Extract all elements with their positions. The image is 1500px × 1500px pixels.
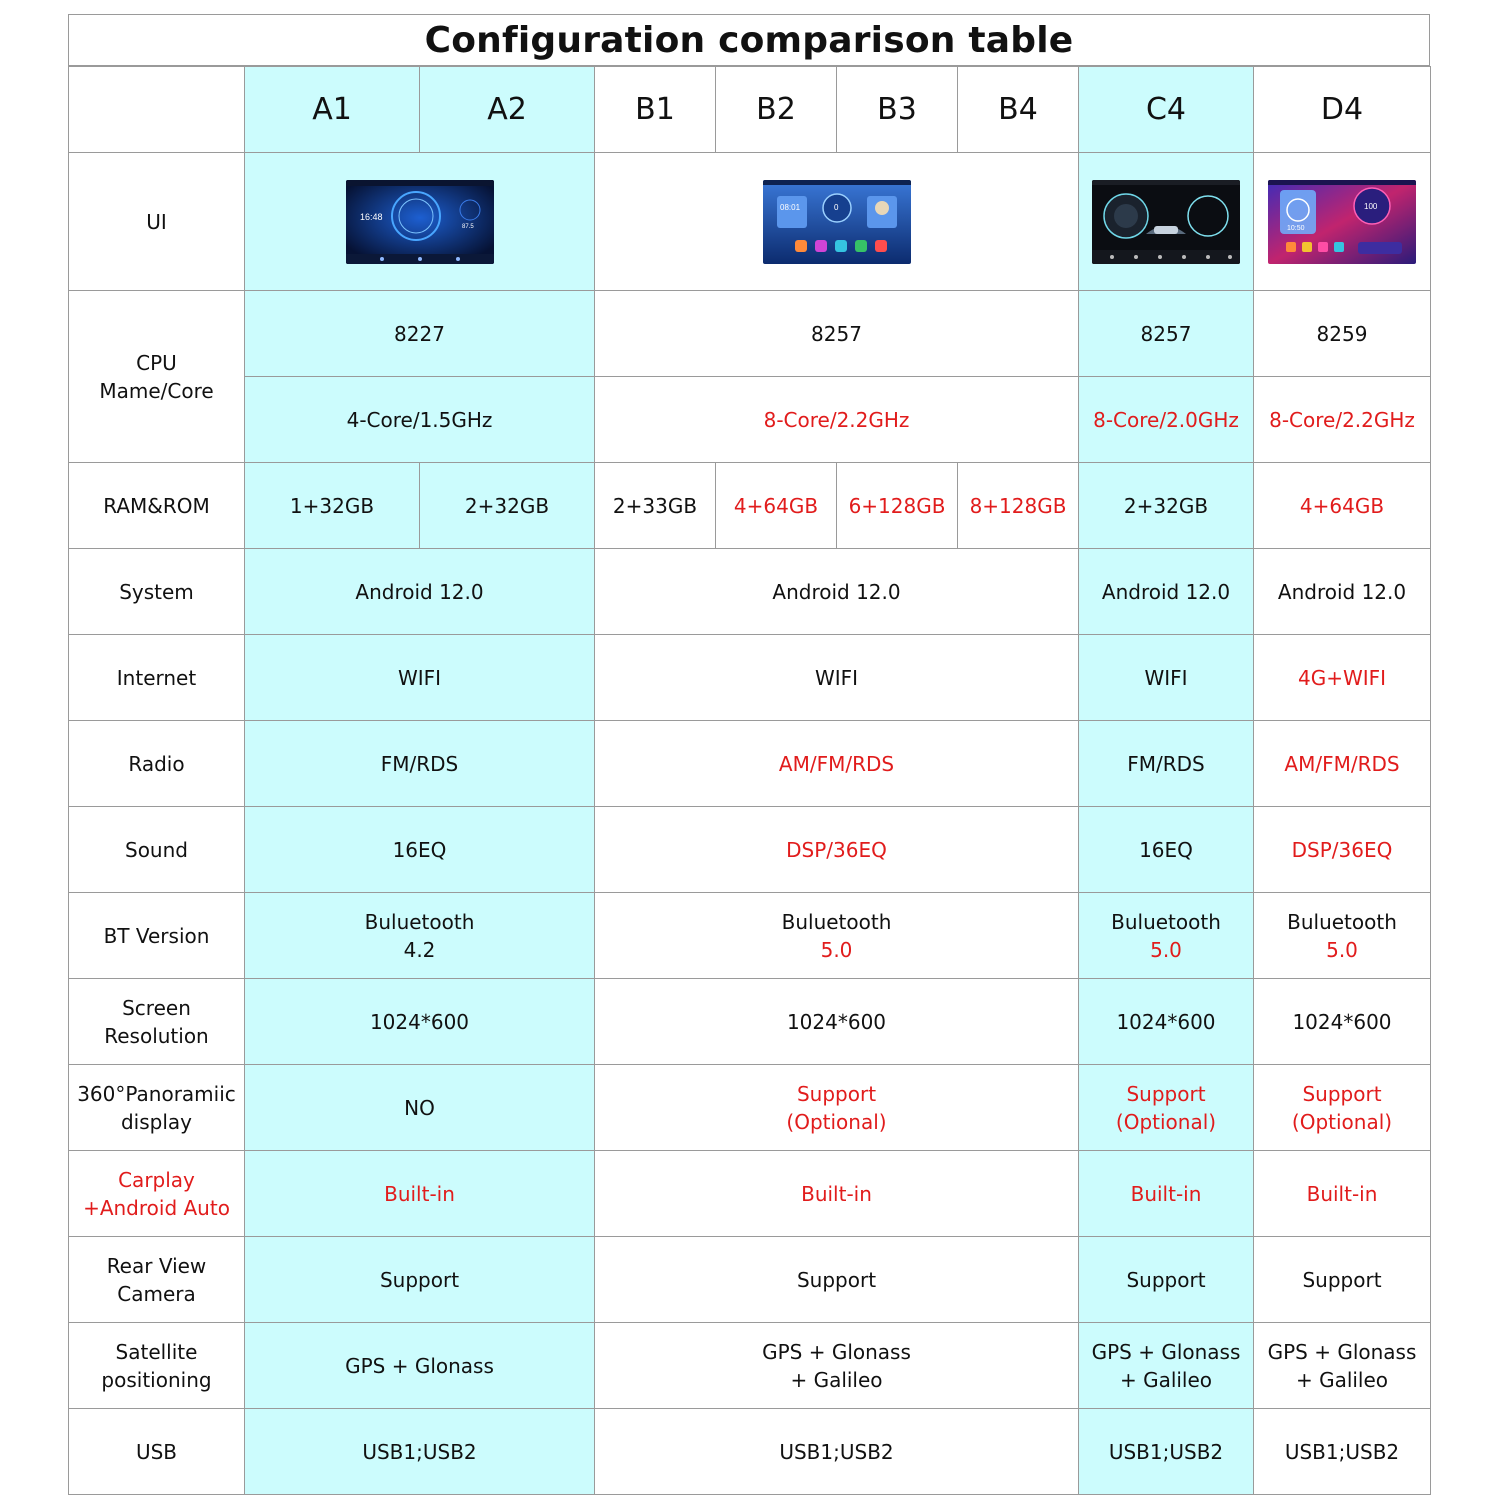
bt-a xyxy=(245,893,595,979)
internet-row xyxy=(69,635,1431,721)
ram-b4: 8+128GB xyxy=(958,463,1079,549)
ui-preview-b-image xyxy=(763,180,911,264)
row-label-panoramic xyxy=(69,1065,245,1151)
row-label-bt: BT Version xyxy=(69,893,245,979)
satellite-d xyxy=(1254,1323,1431,1409)
cpu-name-d: 8259 xyxy=(1254,291,1431,377)
row-label-ui: UI xyxy=(69,153,245,291)
bt-c-prefix: Buluetooth xyxy=(1111,909,1221,934)
panoramic-d-support: Support xyxy=(1302,1081,1382,1106)
ram-b1: 2+33GB xyxy=(595,463,716,549)
ui-screenshot-a xyxy=(245,153,595,291)
model-header-b1: B1 xyxy=(595,67,716,153)
comparison-table xyxy=(68,66,1431,1495)
ui-d-time: 10:50 xyxy=(1287,224,1305,232)
ui-preview-d-image xyxy=(1268,180,1416,264)
row-label-carplay-line2: +Android Auto xyxy=(83,1195,230,1220)
satellite-c-line1: GPS + Glonass xyxy=(1091,1339,1241,1364)
bt-row xyxy=(69,893,1431,979)
ram-c4: 2+32GB xyxy=(1079,463,1254,549)
row-label-cpu xyxy=(69,291,245,463)
satellite-b-line2: + Galileo xyxy=(790,1367,883,1392)
row-label-camera-line1: Rear View xyxy=(106,1253,207,1278)
cpu-name-b: 8257 xyxy=(595,291,1079,377)
system-d: Android 12.0 xyxy=(1254,549,1431,635)
bt-a-version: 4.2 xyxy=(403,937,436,962)
row-label-carplay-line1: Carplay xyxy=(118,1167,195,1192)
bt-d xyxy=(1254,893,1431,979)
panoramic-d xyxy=(1254,1065,1431,1151)
row-label-satellite-line1: Satellite xyxy=(115,1339,198,1364)
radio-c: FM/RDS xyxy=(1079,721,1254,807)
header-row xyxy=(69,67,1431,153)
usb-row xyxy=(69,1409,1431,1495)
model-header-b3: B3 xyxy=(837,67,958,153)
radio-row xyxy=(69,721,1431,807)
cpu-name-row xyxy=(69,291,1431,377)
panoramic-c-optional: (Optional) xyxy=(1115,1109,1217,1134)
carplay-b: Built-in xyxy=(595,1151,1079,1237)
ui-b-time: 08:01 xyxy=(779,202,800,212)
ui-a-radio: 87.5 xyxy=(461,223,474,230)
row-label-screen xyxy=(69,979,245,1065)
row-label-camera xyxy=(69,1237,245,1323)
ram-b2: 4+64GB xyxy=(716,463,837,549)
cpu-core-d: 8-Core/2.2GHz xyxy=(1254,377,1431,463)
cpu-core-row xyxy=(69,377,1431,463)
satellite-b xyxy=(595,1323,1079,1409)
panoramic-b-optional: (Optional) xyxy=(786,1109,887,1134)
model-header-b2: B2 xyxy=(716,67,837,153)
model-header-d4: D4 xyxy=(1254,67,1431,153)
row-label-sound: Sound xyxy=(69,807,245,893)
cpu-core-c: 8-Core/2.0GHz xyxy=(1079,377,1254,463)
row-label-ram: RAM&ROM xyxy=(69,463,245,549)
panoramic-row xyxy=(69,1065,1431,1151)
sound-a: 16EQ xyxy=(245,807,595,893)
satellite-d-line2: + Galileo xyxy=(1295,1367,1389,1392)
bt-c-version: 5.0 xyxy=(1150,937,1182,962)
model-header-a1: A1 xyxy=(245,67,420,153)
screen-d: 1024*600 xyxy=(1254,979,1431,1065)
row-label-usb: USB xyxy=(69,1409,245,1495)
ui-screenshot-d xyxy=(1254,153,1431,291)
model-header-b4: B4 xyxy=(958,67,1079,153)
sound-b: DSP/36EQ xyxy=(595,807,1079,893)
row-label-screen-line2: Resolution xyxy=(104,1023,209,1048)
internet-c: WIFI xyxy=(1079,635,1254,721)
satellite-c xyxy=(1079,1323,1254,1409)
row-label-radio: Radio xyxy=(69,721,245,807)
bt-d-prefix: Buluetooth xyxy=(1287,909,1397,934)
bt-b-prefix: Buluetooth xyxy=(781,909,892,934)
system-b: Android 12.0 xyxy=(595,549,1079,635)
ui-d-speed: 100 xyxy=(1364,201,1378,211)
bt-d-version: 5.0 xyxy=(1326,937,1358,962)
internet-a: WIFI xyxy=(245,635,595,721)
radio-a: FM/RDS xyxy=(245,721,595,807)
row-label-internet: Internet xyxy=(69,635,245,721)
ui-row xyxy=(69,153,1431,291)
cpu-core-a: 4-Core/1.5GHz xyxy=(245,377,595,463)
model-header-a2: A2 xyxy=(420,67,595,153)
satellite-row xyxy=(69,1323,1431,1409)
ram-d4: 4+64GB xyxy=(1254,463,1431,549)
camera-d: Support xyxy=(1254,1237,1431,1323)
ram-row xyxy=(69,463,1431,549)
screen-b: 1024*600 xyxy=(595,979,1079,1065)
carplay-d: Built-in xyxy=(1254,1151,1431,1237)
carplay-row xyxy=(69,1151,1431,1237)
radio-b: AM/FM/RDS xyxy=(595,721,1079,807)
satellite-a: GPS + Glonass xyxy=(245,1323,595,1409)
carplay-c: Built-in xyxy=(1079,1151,1254,1237)
panoramic-a: NO xyxy=(245,1065,595,1151)
ram-a2: 2+32GB xyxy=(420,463,595,549)
row-label-panoramic-line1: 360°Panoramiic xyxy=(77,1081,236,1106)
row-label-carplay xyxy=(69,1151,245,1237)
usb-c: USB1;USB2 xyxy=(1079,1409,1254,1495)
screen-a: 1024*600 xyxy=(245,979,595,1065)
panoramic-d-optional: (Optional) xyxy=(1291,1109,1393,1134)
ui-preview-a-image xyxy=(346,180,494,264)
bt-b-version: 5.0 xyxy=(820,937,853,962)
system-c: Android 12.0 xyxy=(1079,549,1254,635)
satellite-b-line1: GPS + Glonass xyxy=(762,1339,911,1364)
bt-c xyxy=(1079,893,1254,979)
cpu-name-c: 8257 xyxy=(1079,291,1254,377)
system-a: Android 12.0 xyxy=(245,549,595,635)
screen-row xyxy=(69,979,1431,1065)
row-label-satellite xyxy=(69,1323,245,1409)
panoramic-b-support: Support xyxy=(796,1081,877,1106)
sound-d: DSP/36EQ xyxy=(1254,807,1431,893)
bt-a-prefix: Buluetooth xyxy=(364,909,475,934)
satellite-c-line2: + Galileo xyxy=(1119,1367,1213,1392)
usb-a: USB1;USB2 xyxy=(245,1409,595,1495)
panoramic-b xyxy=(595,1065,1079,1151)
ram-a1: 1+32GB xyxy=(245,463,420,549)
model-header-c4: C4 xyxy=(1079,67,1254,153)
panoramic-c-support: Support xyxy=(1126,1081,1206,1106)
ram-b3: 6+128GB xyxy=(837,463,958,549)
usb-d: USB1;USB2 xyxy=(1254,1409,1431,1495)
row-label-screen-line1: Screen xyxy=(122,995,191,1020)
radio-d: AM/FM/RDS xyxy=(1254,721,1431,807)
ui-a-time: 16:48 xyxy=(359,211,383,222)
row-label-satellite-line2: positioning xyxy=(101,1367,212,1392)
system-row xyxy=(69,549,1431,635)
cpu-name-a: 8227 xyxy=(245,291,595,377)
camera-b: Support xyxy=(595,1237,1079,1323)
satellite-d-line1: GPS + Glonass xyxy=(1267,1339,1417,1364)
row-label-cpu-line1: CPU xyxy=(136,350,177,375)
row-label-cpu-line2: Mame/Core xyxy=(99,378,214,403)
comparison-sheet xyxy=(68,14,1430,1490)
page-title: Configuration comparison table xyxy=(68,14,1430,66)
row-label-system: System xyxy=(69,549,245,635)
sound-c: 16EQ xyxy=(1079,807,1254,893)
panoramic-c xyxy=(1079,1065,1254,1151)
ui-screenshot-b xyxy=(595,153,1079,291)
ui-screenshot-c xyxy=(1079,153,1254,291)
screen-c: 1024*600 xyxy=(1079,979,1254,1065)
internet-b: WIFI xyxy=(595,635,1079,721)
corner-cell xyxy=(69,67,245,153)
bt-b xyxy=(595,893,1079,979)
usb-b: USB1;USB2 xyxy=(595,1409,1079,1495)
sound-row xyxy=(69,807,1431,893)
internet-d: 4G+WIFI xyxy=(1254,635,1431,721)
cpu-core-b: 8-Core/2.2GHz xyxy=(595,377,1079,463)
row-label-panoramic-line2: display xyxy=(120,1109,192,1134)
camera-c: Support xyxy=(1079,1237,1254,1323)
ui-b-speed: 0 xyxy=(833,202,838,212)
ui-preview-c-image xyxy=(1092,180,1240,264)
camera-a: Support xyxy=(245,1237,595,1323)
camera-row xyxy=(69,1237,1431,1323)
row-label-camera-line2: Camera xyxy=(117,1281,196,1306)
carplay-a: Built-in xyxy=(245,1151,595,1237)
